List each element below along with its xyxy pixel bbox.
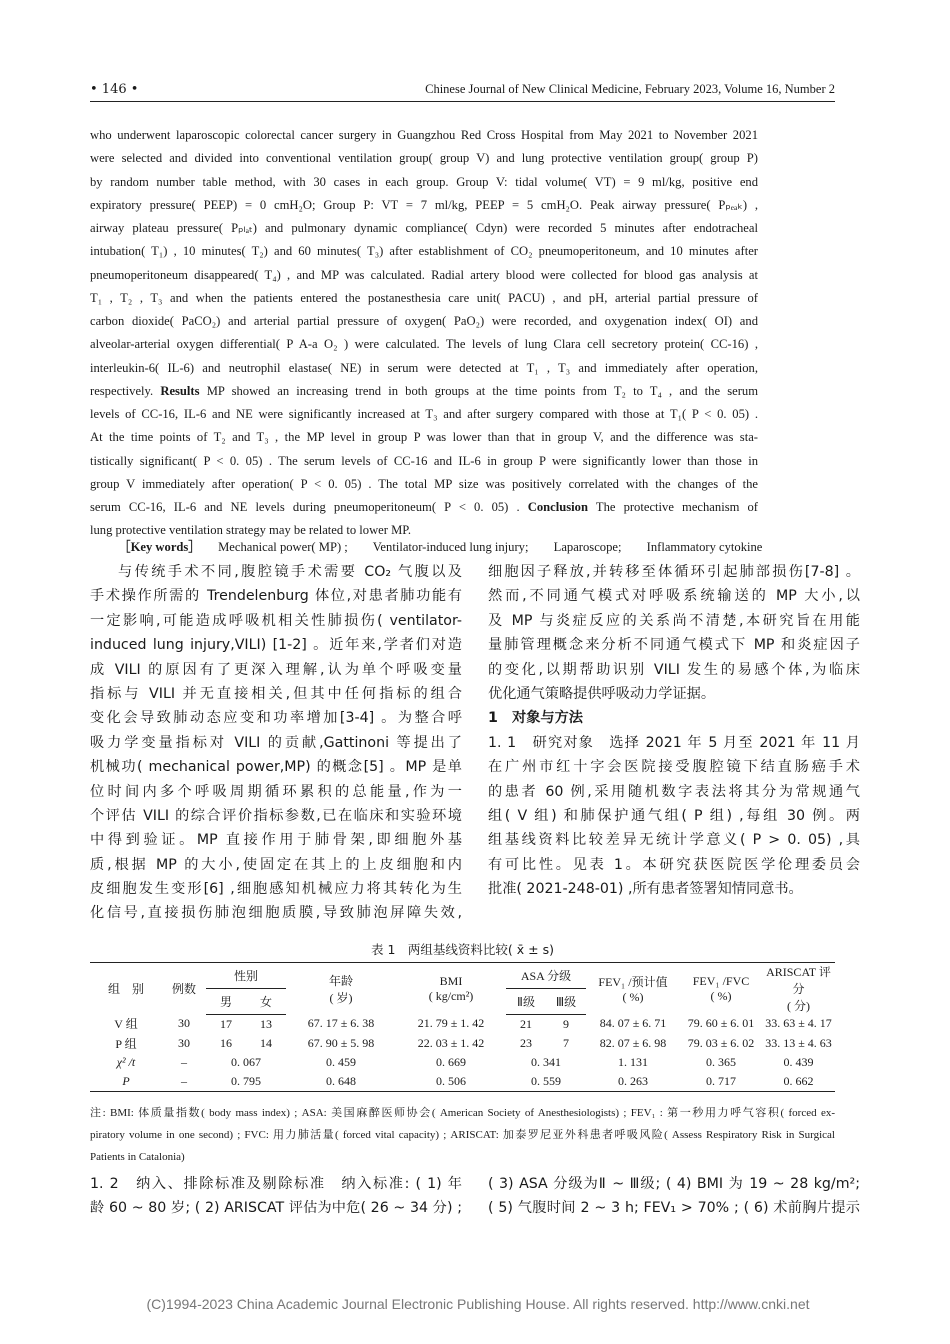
cell: 0. 459 [326, 1054, 356, 1069]
note-line: Patients in Catalonia) [90, 1151, 185, 1163]
cell: 0. 365 [706, 1054, 736, 1069]
body-line: induced lung injury,VILI) [1-2] 。近年来,学者们对造 [90, 637, 462, 654]
fev1-label: FEV₁ /预计值 [598, 974, 668, 989]
table-caption: 表 1 两组基线资料比较( x̄ ± s) [371, 942, 554, 957]
abstract-fragment: The protective mechanism of [595, 500, 758, 514]
cell: 23 [520, 1035, 532, 1050]
cell: 0. 067 [231, 1054, 261, 1069]
cell: 7 [563, 1035, 569, 1050]
note-line: 注: BMI: 体质量指数( body mass index) ; ASA: 美国麻醉医师协会( American Society of Anesthesiologists) ; FEV₁ : 第一秒用力呼气容积( forced ex- [90, 1107, 835, 1119]
journal-citation: Chinese Journal of New Clinical Medicine, February 2023, Volume 16, Number 2 [425, 82, 835, 96]
abstract-line: pneumoperitoneum disappeared( T₄) , and MP was calculated. Radial artery blood were collected for blood gas analysis at [90, 267, 758, 282]
abstract-line: intubation( T₁) , 10 minutes( T₂) and 60 minutes( T₃) after establishment of CO₂ pneumoperitoneum, and 10 minutes after [90, 244, 758, 259]
cell: 79. 03 ± 6. 02 [687, 1035, 755, 1050]
keyword: Inflammatory cytokine [646, 540, 763, 554]
note-line: piratory volume in one second) ; FVC: 用力肺活量( forced vital capacity) ; ARISCAT: 加泰罗尼亚外科患者呼吸风险( Assess Respiratory Risk in Surgical [90, 1129, 835, 1141]
abstract-line: levels of CC-16, IL-6 and NE were significantly increased at T₃ and after surgery compared with those at T₁( P < 0. 05) . [90, 407, 758, 421]
abstract-fragment: MP showed an increasing trend in both groups at the time points from T₂ to T₄ , and the serum [206, 383, 758, 398]
body-line: 变化会导致肺动态应变和功率增加[3-4] 。为整合呼 [90, 710, 462, 727]
cell: 22. 03 ± 1. 42 [417, 1035, 485, 1050]
cell: V 组 [114, 1017, 138, 1032]
abstract-line: interleukin-6( IL-6) and neutrophil elastase( NE) in serum were detected at T₁ , T₃ and immediately after operation, [90, 360, 758, 375]
table-stat-row [90, 1072, 835, 1092]
cell: – [181, 1054, 187, 1069]
fev1fvc-unit: ( %) [710, 988, 732, 1003]
col-n: 例数 [162, 963, 206, 1015]
abstract-line: by random number table method, with 30 cases in each group. Group V: tidal volume( VT) = 9 ml/kg, positive end [90, 174, 758, 189]
conclusion-label: Conclusion [527, 500, 588, 514]
cell: 21 [520, 1016, 532, 1031]
cell: 67. 17 ± 6. 38 [307, 1016, 375, 1031]
abstract-line: At the time points of T₂ and T₃ , the MP level in group P was lower than that in group V, and the difference was sta- [90, 430, 758, 445]
keyword: Ventilator-induced lung injury; [372, 540, 529, 554]
bmi-unit: ( kg/cm²) [428, 988, 474, 1003]
col-fev1fvc [680, 963, 762, 1015]
cell: 33. 63 ± 4. 17 [765, 1016, 832, 1031]
abstract-line: airway plateau pressure( Pₚₗₐₜ) and pulmonary dynamic compliance( Cdyn) were recorded 5 minutes after endotracheal [90, 221, 758, 235]
body-line: ( 5) 气腹时间 2 ~ 3 h; FEV₁ > 70% ; ( 6) 术前胸片提示 [488, 1200, 860, 1217]
table-header-row [90, 963, 835, 989]
cell: χ² /t [116, 1054, 136, 1069]
body-line: 组( V 组) 和肺保护通气组( P 组) ,每组 30 例。两 [488, 807, 860, 824]
col-group: 组 别 [90, 963, 162, 1015]
abstract-line-results [90, 380, 758, 403]
abstract-fragment: serum CC-16, IL-6 and NE levels during pneumoperitoneum( P < 0. 05) . [90, 500, 520, 514]
keyword: Laparoscope; [553, 540, 622, 554]
body-line: 指标与 VILI 并无直接相关,但其中任何指标的组合 [90, 685, 462, 702]
cell: – [162, 1072, 206, 1092]
body-line: 的变化,以期帮助识别 VILI 发生的易感个体,为临床 [488, 661, 860, 678]
cell: 1. 131 [618, 1054, 648, 1069]
col-bmi [396, 963, 506, 1015]
abstract-line: expiratory pressure( PEEP) = 0 cmH₂O; Group P: VT = 7 ml/kg, PEEP = 5 cmH₂O. Peak airway pressure( Pₚₑₐₖ) , [90, 197, 758, 212]
body-line: 优化通气策略提供呼吸动力学证据。 [488, 685, 716, 702]
cell: 0. 439 [783, 1054, 814, 1069]
abstract-line-conclusion [90, 496, 758, 519]
abstract-line: were selected and divided into conventional ventilation group( group V) and lung protective ventilation group( group P) [90, 151, 758, 166]
body-line: 皮细胞发生变形[6] ,细胞感知机械应力将其转化为生 [90, 881, 462, 898]
cell: P [90, 1072, 162, 1092]
bottom-left-column [90, 1172, 462, 1221]
col-male: 男 [206, 988, 246, 1014]
body-line: 成 VILI 的原因有了更深入理解,认为单个呼吸变量 [90, 661, 462, 678]
cell: 9 [563, 1016, 569, 1031]
col-sex: 性别 [206, 963, 286, 989]
keywords [118, 536, 818, 555]
cell: 33. 13 ± 4. 63 [765, 1035, 832, 1050]
body-line: 1. 2 纳入、排除标准及剔除标准 纳入标准: ( 1) 年 [90, 1176, 462, 1192]
cell: 0. 506 [396, 1072, 506, 1092]
body-left-column [90, 560, 462, 926]
results-label: Results [160, 383, 200, 398]
body-line: 个评估 VILI 的综合评价指标参数,已在临床和实验环境 [90, 807, 462, 824]
english-abstract [90, 124, 758, 543]
page-number: • 146 • [90, 82, 139, 97]
body-line: 量肺管理概念来分析不同通气模式下 MP 和炎症因子 [488, 637, 860, 654]
ariscat-unit: ( 分) [787, 999, 810, 1013]
cell: 82. 07 ± 6. 98 [599, 1035, 667, 1050]
baseline-table [90, 962, 835, 1092]
body-line: 及 MP 与炎症反应的关系尚不清楚,本研究旨在用能 [488, 612, 860, 629]
cell: 14 [260, 1035, 272, 1050]
subsection-line: 1. 1 研究对象 选择 2021 年 5 月至 2021 年 11 月 [488, 734, 860, 751]
keywords-label: ［Key words］ [118, 540, 201, 554]
cell: 0. 263 [586, 1072, 680, 1092]
section-heading: 1 对象与方法 [488, 710, 583, 727]
abstract-line: alveolar-arterial oxygen differential( P A-a O₂ ) were calculated. The levels of lung Clara cell secretory protein( CC-16) , [90, 337, 758, 352]
header-rule [90, 101, 835, 102]
cell: 0. 559 [506, 1072, 586, 1092]
body-line: 位时间内多个呼吸周期循环累积的总能量,作为一 [90, 783, 462, 800]
col-asa: ASA 分级 [506, 963, 586, 989]
body-line: 化信号,直接损伤肺泡细胞质膜,导致肺泡屏障失效, [90, 905, 462, 922]
body-line: ( 3) ASA 分级为Ⅱ ~ Ⅲ级; ( 4) BMI 为 19 ~ 28 kg/m²; [488, 1176, 860, 1192]
abstract-line: tistically significant( P < 0. 05) . The serum levels of CC-16 and IL-6 in group P were significantly lower than those in [90, 453, 758, 468]
col-asa3: Ⅲ级 [546, 988, 586, 1014]
cell: 84. 07 ± 6. 71 [599, 1016, 667, 1031]
cell: 67. 90 ± 5. 98 [307, 1035, 375, 1050]
col-age [286, 963, 396, 1015]
cell: 0. 662 [762, 1072, 835, 1092]
body-line: 龄 60 ~ 80 岁; ( 2) ARISCAT 评估为中危( 26 ~ 34 分) ; [90, 1200, 462, 1217]
cell: 21. 79 ± 1. 42 [417, 1016, 485, 1031]
keyword: Mechanical power( MP) ; [218, 540, 348, 554]
cell: 0. 341 [531, 1054, 561, 1069]
cell: 0. 669 [436, 1054, 466, 1069]
page-header [90, 82, 835, 102]
col-fev1 [586, 963, 680, 1015]
age-label: 年龄 [328, 973, 353, 988]
table-stat-row [90, 1053, 835, 1072]
body-line: 中得到验证。MP 直接作用于肺骨架,即细胞外基 [90, 832, 462, 849]
col-female: 女 [246, 988, 286, 1014]
body-right-column [488, 560, 860, 901]
abstract-fragment: respectively. [90, 383, 154, 398]
age-unit: ( 岁) [329, 990, 353, 1005]
abstract-line: lung protective ventilation strategy may be related to lower MP. [90, 523, 412, 538]
table-row [90, 1014, 835, 1034]
body-line: 然而,不同通气模式对呼吸系统输送的 MP 大小,以 [488, 588, 860, 605]
cell: 0. 717 [680, 1072, 762, 1092]
body-line: 组基线资料比较差异无统计学意义( P > 0. 05) ,具 [488, 832, 860, 849]
body-line: 质,根据 MP 的大小,使固定在其上的上皮细胞和内 [90, 856, 462, 873]
cell: 16 [220, 1035, 232, 1050]
body-line: 一定影响,可能造成呼吸机相关性肺损伤( ventilator- [90, 612, 462, 629]
body-line: 细胞因子释放,并转移至体循环引起肺部损伤[7-8] 。 [488, 564, 860, 580]
body-line: 批准( 2021-248-01) ,所有患者签署知情同意书。 [488, 881, 803, 898]
bmi-label: BMI [439, 973, 463, 988]
fev1-unit: ( %) [622, 989, 644, 1004]
cell: 17 [220, 1016, 232, 1031]
cell: 13 [260, 1016, 272, 1031]
body-line: 有可比性。见表 1。本研究获医院医学伦理委员会 [488, 856, 860, 873]
copyright-watermark: (C)1994-2023 China Academic Journal Electronic Publishing House. All rights reserved. http://www.cnki.net [146, 1296, 810, 1312]
abstract-line: who underwent laparoscopic colorectal cancer surgery in Guangzhou Red Cross Hospital from May 2021 to November 2021 [90, 128, 758, 142]
bottom-right-column [488, 1172, 860, 1221]
body-line: 与传统手术不同,腹腔镜手术需要 CO₂ 气腹以及 [118, 564, 462, 580]
abstract-line: group V immediately after operation( P < 0. 05) . The total MP size was positively correlated with the changes of the [90, 476, 758, 491]
body-line: 的患者 60 例,采用随机数字表法将其分为常规通气 [488, 783, 860, 800]
cell: 0. 648 [286, 1072, 396, 1092]
body-line: 手术操作所需的 Trendelenburg 体位,对患者肺功能有 [90, 588, 462, 605]
abstract-line: T₁ , T₂ , T₃ and when the patients entered the postanesthesia care unit( PACU) , and pH, arterial partial pressure of [90, 290, 758, 305]
col-asa2: Ⅱ级 [506, 988, 546, 1014]
abstract-line: carbon dioxide( PaCO₂) and arterial partial pressure of oxygen( PaO₂) were recorded, and oxygenation index( OI) and [90, 314, 758, 328]
body-line: 机械功( mechanical power,MP) 的概念[5] 。MP 是单 [90, 759, 462, 776]
table-note [90, 1102, 835, 1168]
cell: 30 [178, 1016, 190, 1031]
cell: P 组 [115, 1036, 137, 1051]
body-line: 在广州市红十字会医院接受腹腔镜下结直肠癌手术 [488, 759, 860, 776]
cell: 30 [178, 1035, 190, 1050]
col-ariscat [762, 963, 835, 1015]
body-line: 吸力学变量指标对 VILI 的贡献,Gattinoni 等提出了 [90, 734, 462, 751]
cell: 0. 795 [206, 1072, 286, 1092]
ariscat-label: ARISCAT 评分 [766, 965, 831, 996]
fev1fvc-label: FEV₁ /FVC [692, 973, 750, 988]
table-row [90, 1034, 835, 1053]
cell: 79. 60 ± 6. 01 [687, 1016, 755, 1031]
